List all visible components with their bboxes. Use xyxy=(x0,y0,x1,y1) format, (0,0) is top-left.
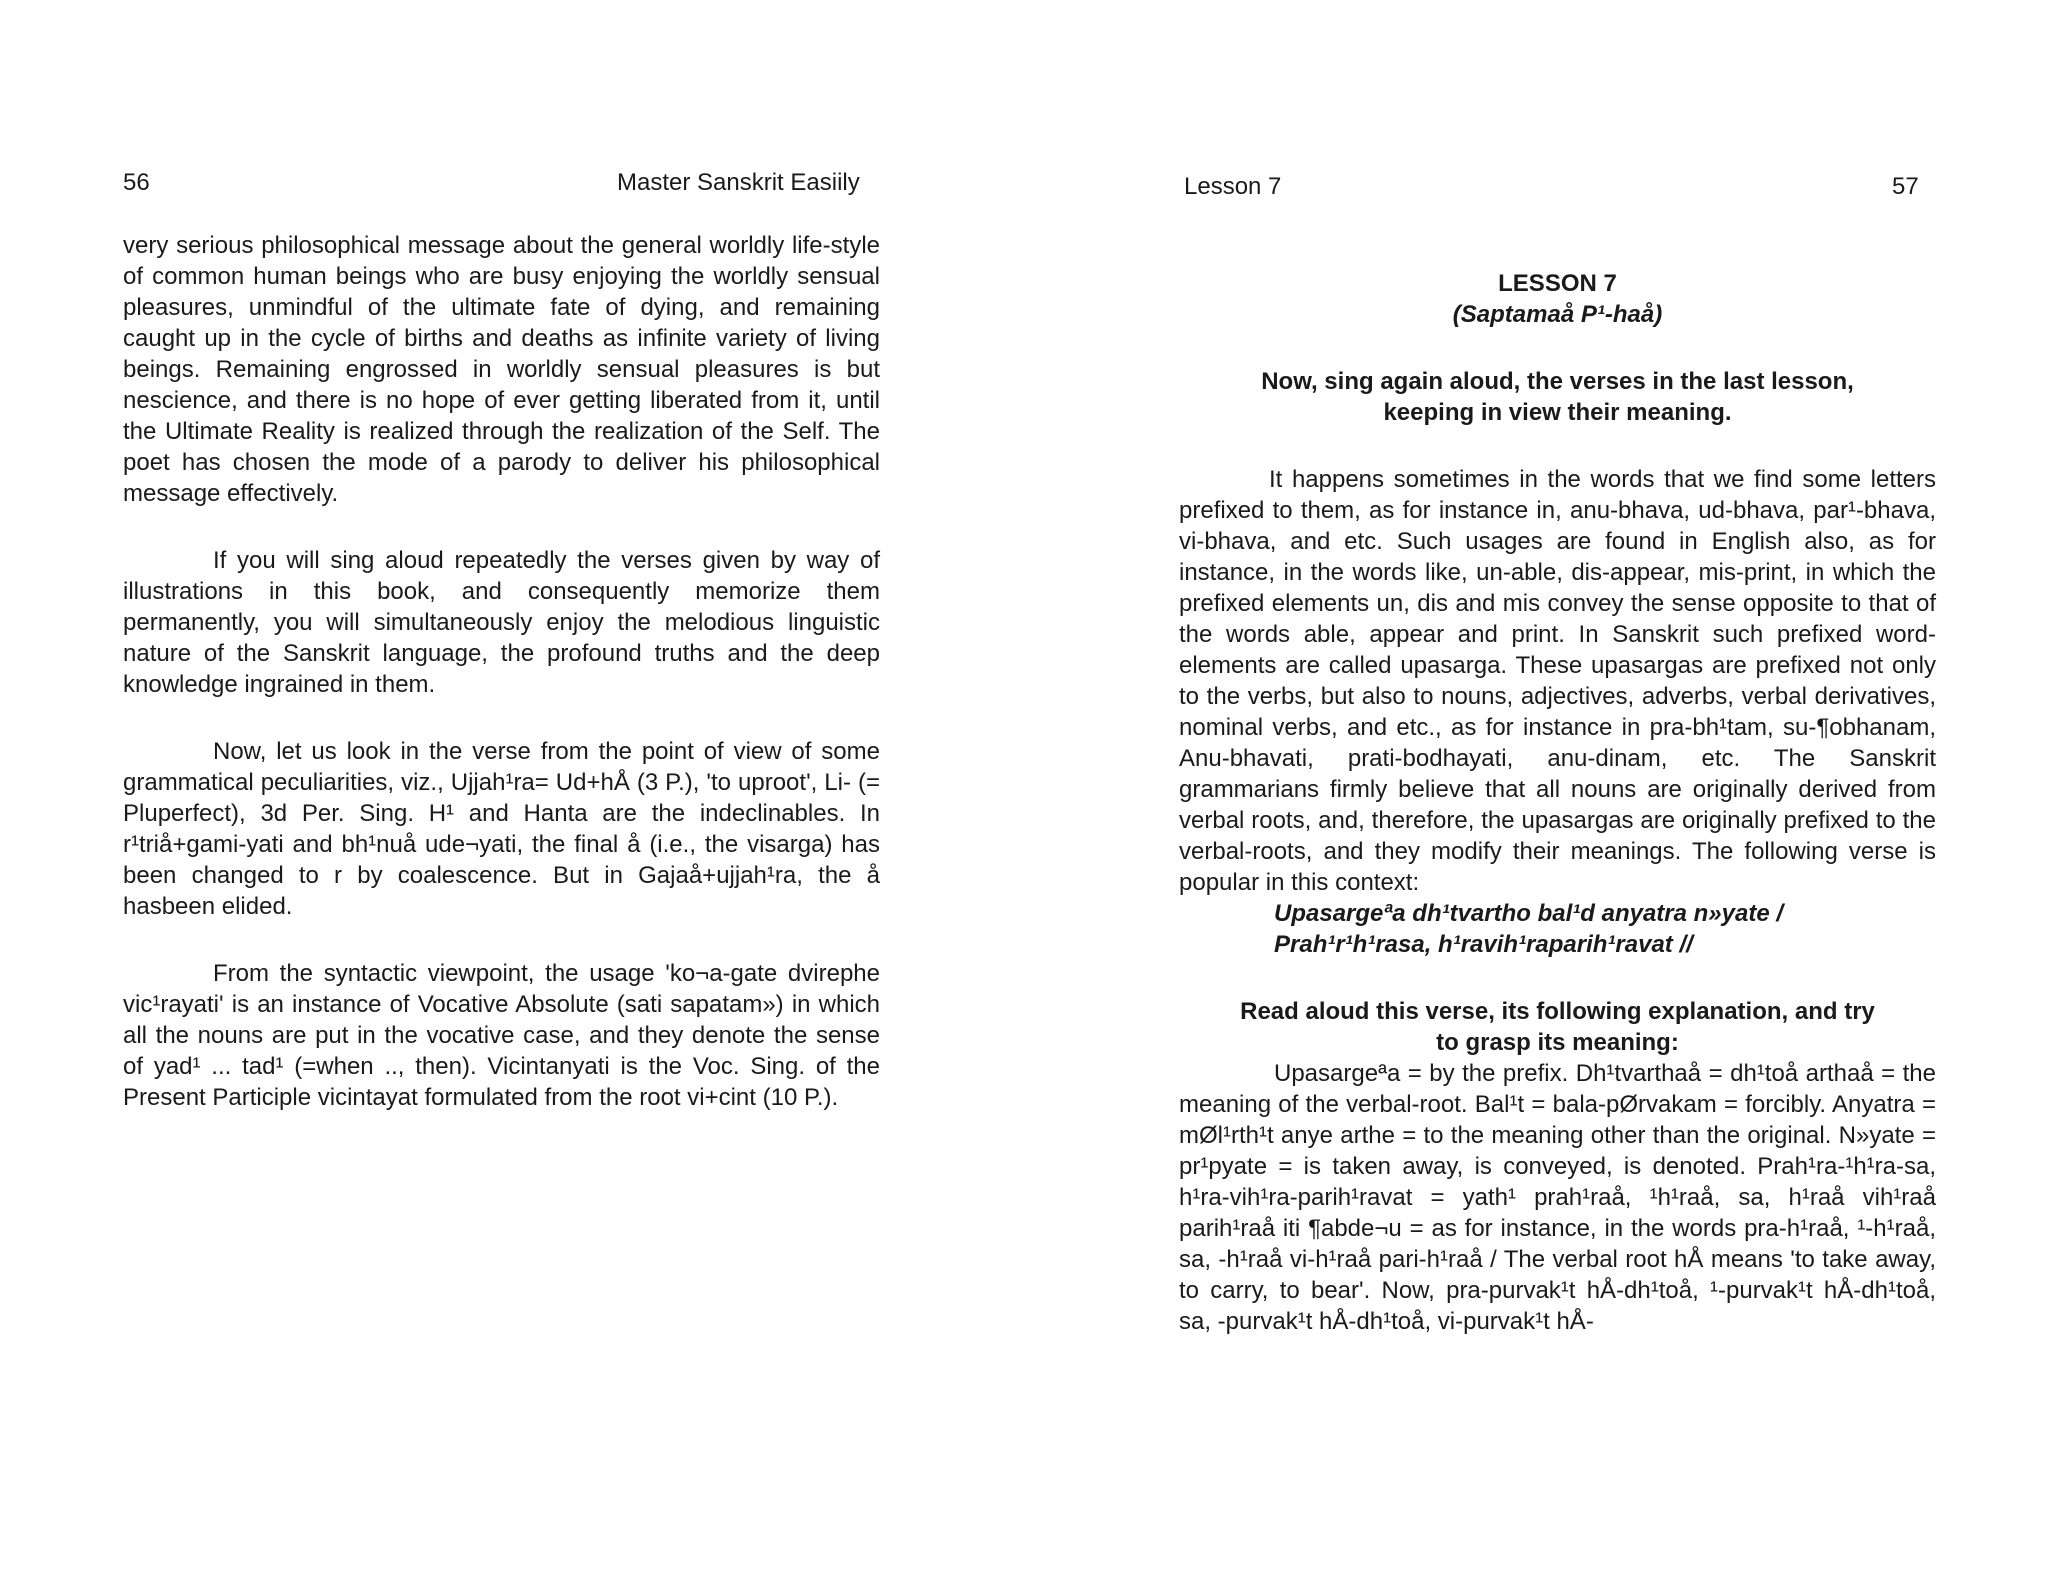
instruction: Read aloud this verse, its following explanation, and try to grasp its meaning: xyxy=(1240,998,1875,1056)
paragraph: From the syntactic viewpoint, the usage 'ko¬a-gate dvirephe vic¹rayati' is an instance of Vocative Absolute (sati sapatam») in which all the nouns are put in the vocative case, and they denote the sense of yad¹ ... tad¹ (=when .., then). Vicintanyati is the Voc. Sing. of the Present Participle vicintayat formulated from the root vi+cint (10 P.). xyxy=(123,960,880,1111)
page-number: 57 xyxy=(1892,173,1919,200)
paragraph: Now, let us look in the verse from the point of view of some grammatical peculiarities, viz., Ujjah¹ra= Ud+hÅ (3 P.), 'to uproot', Li- (= Pluperfect), 3d Per. Sing. H¹ and Hanta are the indeclinables. In r¹triå+gami-yati and bh¹nuå ude¬yati, the final å (i.e., the visarga) has been changed to r by coalescence. But in Gajaå+ujjah¹ra, the å hasbeen elided. xyxy=(123,738,880,920)
page-number: 56 xyxy=(123,169,150,196)
paragraph: It happens sometimes in the words that we find some letters prefixed to them, as for instance in, anu-bhava, ud-bhava, par¹-bhava, vi-bhava, and etc. Such usages are found in English also, as for instance, in the words like, un-able, dis-appear, mis-print, in which the prefixed elements un, dis and mis convey the sense opposite to that of the words able, appear and print. In Sanskrit such prefixed word-elements are called upasarga. These upasargas are prefixed not only to the verbs, but also to nouns, adjectives, adverbs, verbal derivatives, nominal verbs, and etc., as for instance in pra-bh¹tam, su-¶obhanam, Anu-bhavati, prati-bodhayati, anu-dinam, etc. The Sanskrit grammarians firmly believe that all nouns are originally derived from verbal roots, and, therefore, the upasargas are originally prefixed to the verbal-roots, and they modify their meanings. The following verse is popular in this context: xyxy=(1179,466,1936,896)
explanation: Upasargeªa = by the prefix. Dh¹tvarthaå = dh¹toå arthaå = the meaning of the verbal-root. Bal¹t = bala-pØrvakam = forcibly. Anyatra = mØl¹rth¹t anye arthe = to the meaning other than the original. N»yate = pr¹pyate = is taken away, is conveyed, is denoted. Prah¹ra-¹h¹ra-sa, h¹ra-vih¹ra-parih¹ravat = yath¹ prah¹raå, ¹h¹raå, sa, h¹raå vih¹raå parih¹raå iti ¶abde¬u = as for instance, in the words pra-h¹raå, ¹-h¹raå, sa, -h¹raå vi-h¹raå pari-h¹raå / The verbal root hÅ means 'to take away, to carry, to bear'. Now, pra-purvak¹t hÅ-dh¹toå, ¹-purvak¹t hÅ-dh¹toå, sa, -purvak¹t hÅ-dh¹toå, vi-purvak¹t hÅ- xyxy=(1179,1060,1936,1335)
lesson-label: Lesson 7 xyxy=(1184,173,1282,200)
lesson-heading: LESSON 7 xyxy=(1498,270,1617,297)
verse-line: Prah¹r¹h¹rasa, h¹ravih¹raparih¹ravat // xyxy=(1274,931,1693,958)
left-text-column xyxy=(123,230,880,1113)
running-title: Master Sanskrit Easiily xyxy=(617,169,860,196)
verse-line: Upasargeªa dh¹tvartho bal¹d anyatra n»yate / xyxy=(1274,900,1784,927)
right-page xyxy=(1024,0,2048,1582)
right-text-column xyxy=(1179,268,1936,1337)
paragraph: If you will sing aloud repeatedly the verses given by way of illustrations in this book, and consequently memorize them permanently, you will simultaneously enjoy the melodious linguistic nature of the Sanskrit language, the profound truths and the deep knowledge ingrained in them. xyxy=(123,547,880,698)
paragraph: very serious philosophical message about the general worldly life-style of common human beings who are busy enjoying the worldly sensual pleasures, unmindful of the ultimate fate of dying, and remaining caught up in the cycle of births and deaths as infinite variety of living beings. Remaining engrossed in worldly sensual pleasures is but nescience, and there is no hope of ever getting liberated from it, until the Ultimate Reality is realized through the realization of the Self. The poet has chosen the mode of a parody to deliver his philosophical message effectively. xyxy=(123,232,880,507)
lesson-subheading: (Saptamaå P¹-haå) xyxy=(1452,301,1663,328)
instruction: Now, sing again aloud, the verses in the last lesson, keeping in view their meaning. xyxy=(1261,368,1854,426)
